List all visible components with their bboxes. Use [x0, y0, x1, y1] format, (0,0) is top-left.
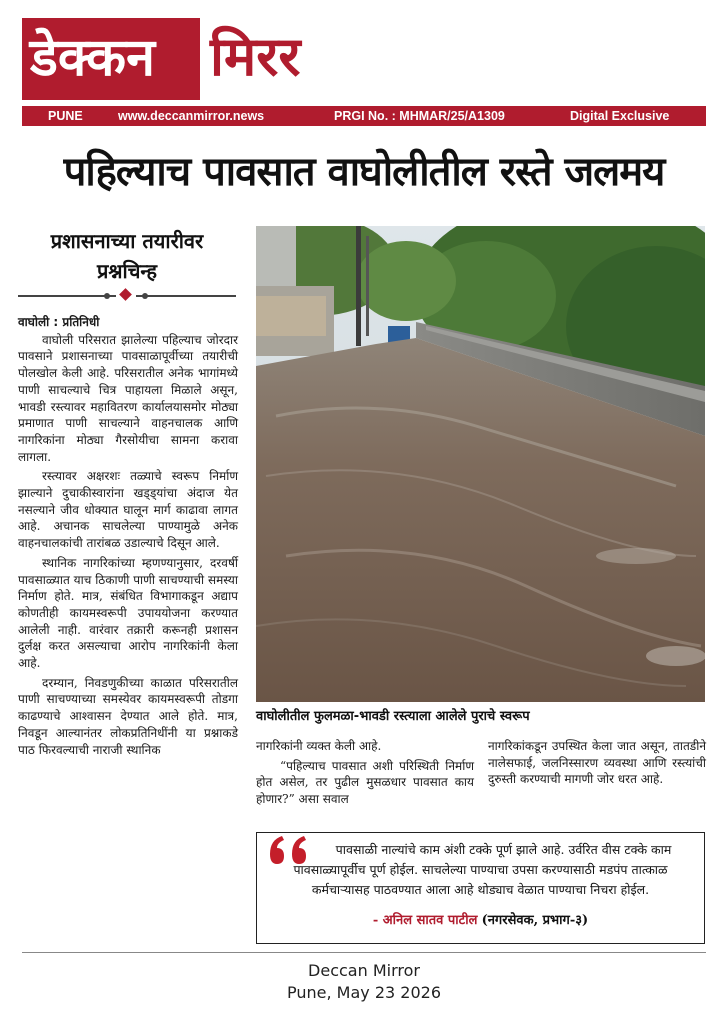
paragraph: वाघोली परिसरात झालेल्या पहिल्याच जोरदार पावसाने प्रशासनाच्या पावसाळापूर्वीच्या तयारीची पोलखोल केली आहे. परिसरातील अनेक भागांमध्ये पाणी साचल्याचे चित्र पाहायला मिळाले असून, भावडी रस्त्यावर महावितरण कार्यालयासमोर मोठ्या प्रमाणात पाणी साचल्याने वाहनचालक आणि नागरिकांना मोठ्या गैरसोयीचा सामना करावा लागला.	[18, 332, 238, 464]
byline: वाघोली : प्रतिनिधी	[18, 315, 100, 329]
paragraph: नागरिकांनी व्यक्त केली आहे.	[256, 739, 382, 753]
quote-author-name: - अनिल सातव पाटील	[372, 913, 478, 928]
prgi-number: PRGI No. : MHMAR/25/A1309	[334, 109, 505, 123]
divider-ornament	[18, 290, 236, 302]
digital-exclusive-tag: Digital Exclusive	[570, 109, 670, 123]
paragraph: स्थानिक नागरिकांच्या म्हणण्यानुसार, दरवर्षी पावसाळ्यात याच ठिकाणी पाणी साचण्याची समस्या निर्माण होते. मात्र, संबंधित विभागाकडून अद्याप कोणतीही कायमस्वरूपी उपाययोजना करण्यात आलेली नाही. वारंवार तक्रारी करूनही प्रशासन दुर्लक्ष करत असल्याचा आरोप नागरिकांनी केला आहे.	[18, 555, 238, 671]
quote-author-role: (नगरसेवक, प्रभाग-३)	[481, 913, 589, 928]
footer	[22, 960, 706, 1004]
quote-attribution	[256, 910, 705, 932]
subheadline-line1: प्रशासनाच्या तयारीवर	[50, 229, 204, 253]
info-bar	[22, 106, 706, 126]
flooded-road-photo	[256, 226, 705, 702]
quote-text: पावसाळी नाल्यांचे काम अंशी टक्के पूर्ण झाले आहे. उर्वरित वीस टक्के काम पावसाळ्यापूर्वीच पूर्ण होईल. साचलेल्या पाण्याचा उपसा करण्यासाठी मडपंप तात्काळ कर्मचाऱ्यासह पाठवण्यात आला आहे थोड्याच वेळात पाण्याचा निचरा होईल.	[293, 842, 672, 897]
logo-left-box	[22, 18, 200, 100]
paragraph: नागरिकांकडून उपस्थित केला जात असून, तातडीने नालेसफाई, जलनिस्सारण व्यवस्था आणि रस्त्यांची दुरुस्ती करण्याची मागणी जोर धरत आहे.	[488, 739, 706, 787]
logo-right-text: मिरर	[210, 25, 301, 88]
footer-publication: Deccan Mirror	[308, 961, 420, 980]
article-right-column	[488, 738, 706, 791]
city-label: PUNE	[48, 109, 83, 123]
photo-caption: वाघोलीतील फुलमळा-भावडी रस्त्याला आलेले पुराचे स्वरूप	[256, 709, 530, 724]
subheadline-line2: प्रश्नचिन्ह	[97, 259, 157, 283]
paragraph: दरम्यान, निवडणुकीच्या काळात परिसरातील पाणी साचण्याच्या समस्येवर कायमस्वरूपी तोडगा काढण्याचे आश्वासन देण्यात आले होते. मात्र, निवडून आल्यानंतर लोकप्रतिनिधींनी या प्रश्नाकडे पाठ फिरवल्याची नाराजी स्थानिक	[18, 675, 238, 757]
paragraph: रस्त्यावर अक्षरशः तळ्याचे स्वरूप निर्माण झाल्याने दुचाकीस्वारांना खड्ड्यांचा अंदाज येत नसल्याने जीव धोक्यात घालून मार्ग काढावा लागत आहे. अचानक साचलेल्या पाण्यामुळे अनेक वाहनचालकांची तारांबळ उडाल्याचे दिसून आले.	[18, 469, 238, 551]
paragraph: “पहिल्याच पावसात अशी परिस्थिती निर्माण होत असेल, तर पुढील मुसळधार पावसात काय होणार?” असा सवाल	[256, 758, 474, 807]
website-link[interactable]: www.deccanmirror.news	[118, 109, 265, 123]
logo-left-text: डेक्कन	[30, 28, 155, 88]
footer-divider	[22, 952, 706, 953]
article-left-column	[18, 314, 238, 761]
subheadline	[18, 226, 236, 286]
footer-dateline: Pune, May 23 2026	[287, 983, 441, 1002]
article-middle-column	[256, 738, 474, 811]
page-headline: पहिल्याच पावसात वाघोलीतील रस्ते जलमय	[63, 149, 665, 195]
